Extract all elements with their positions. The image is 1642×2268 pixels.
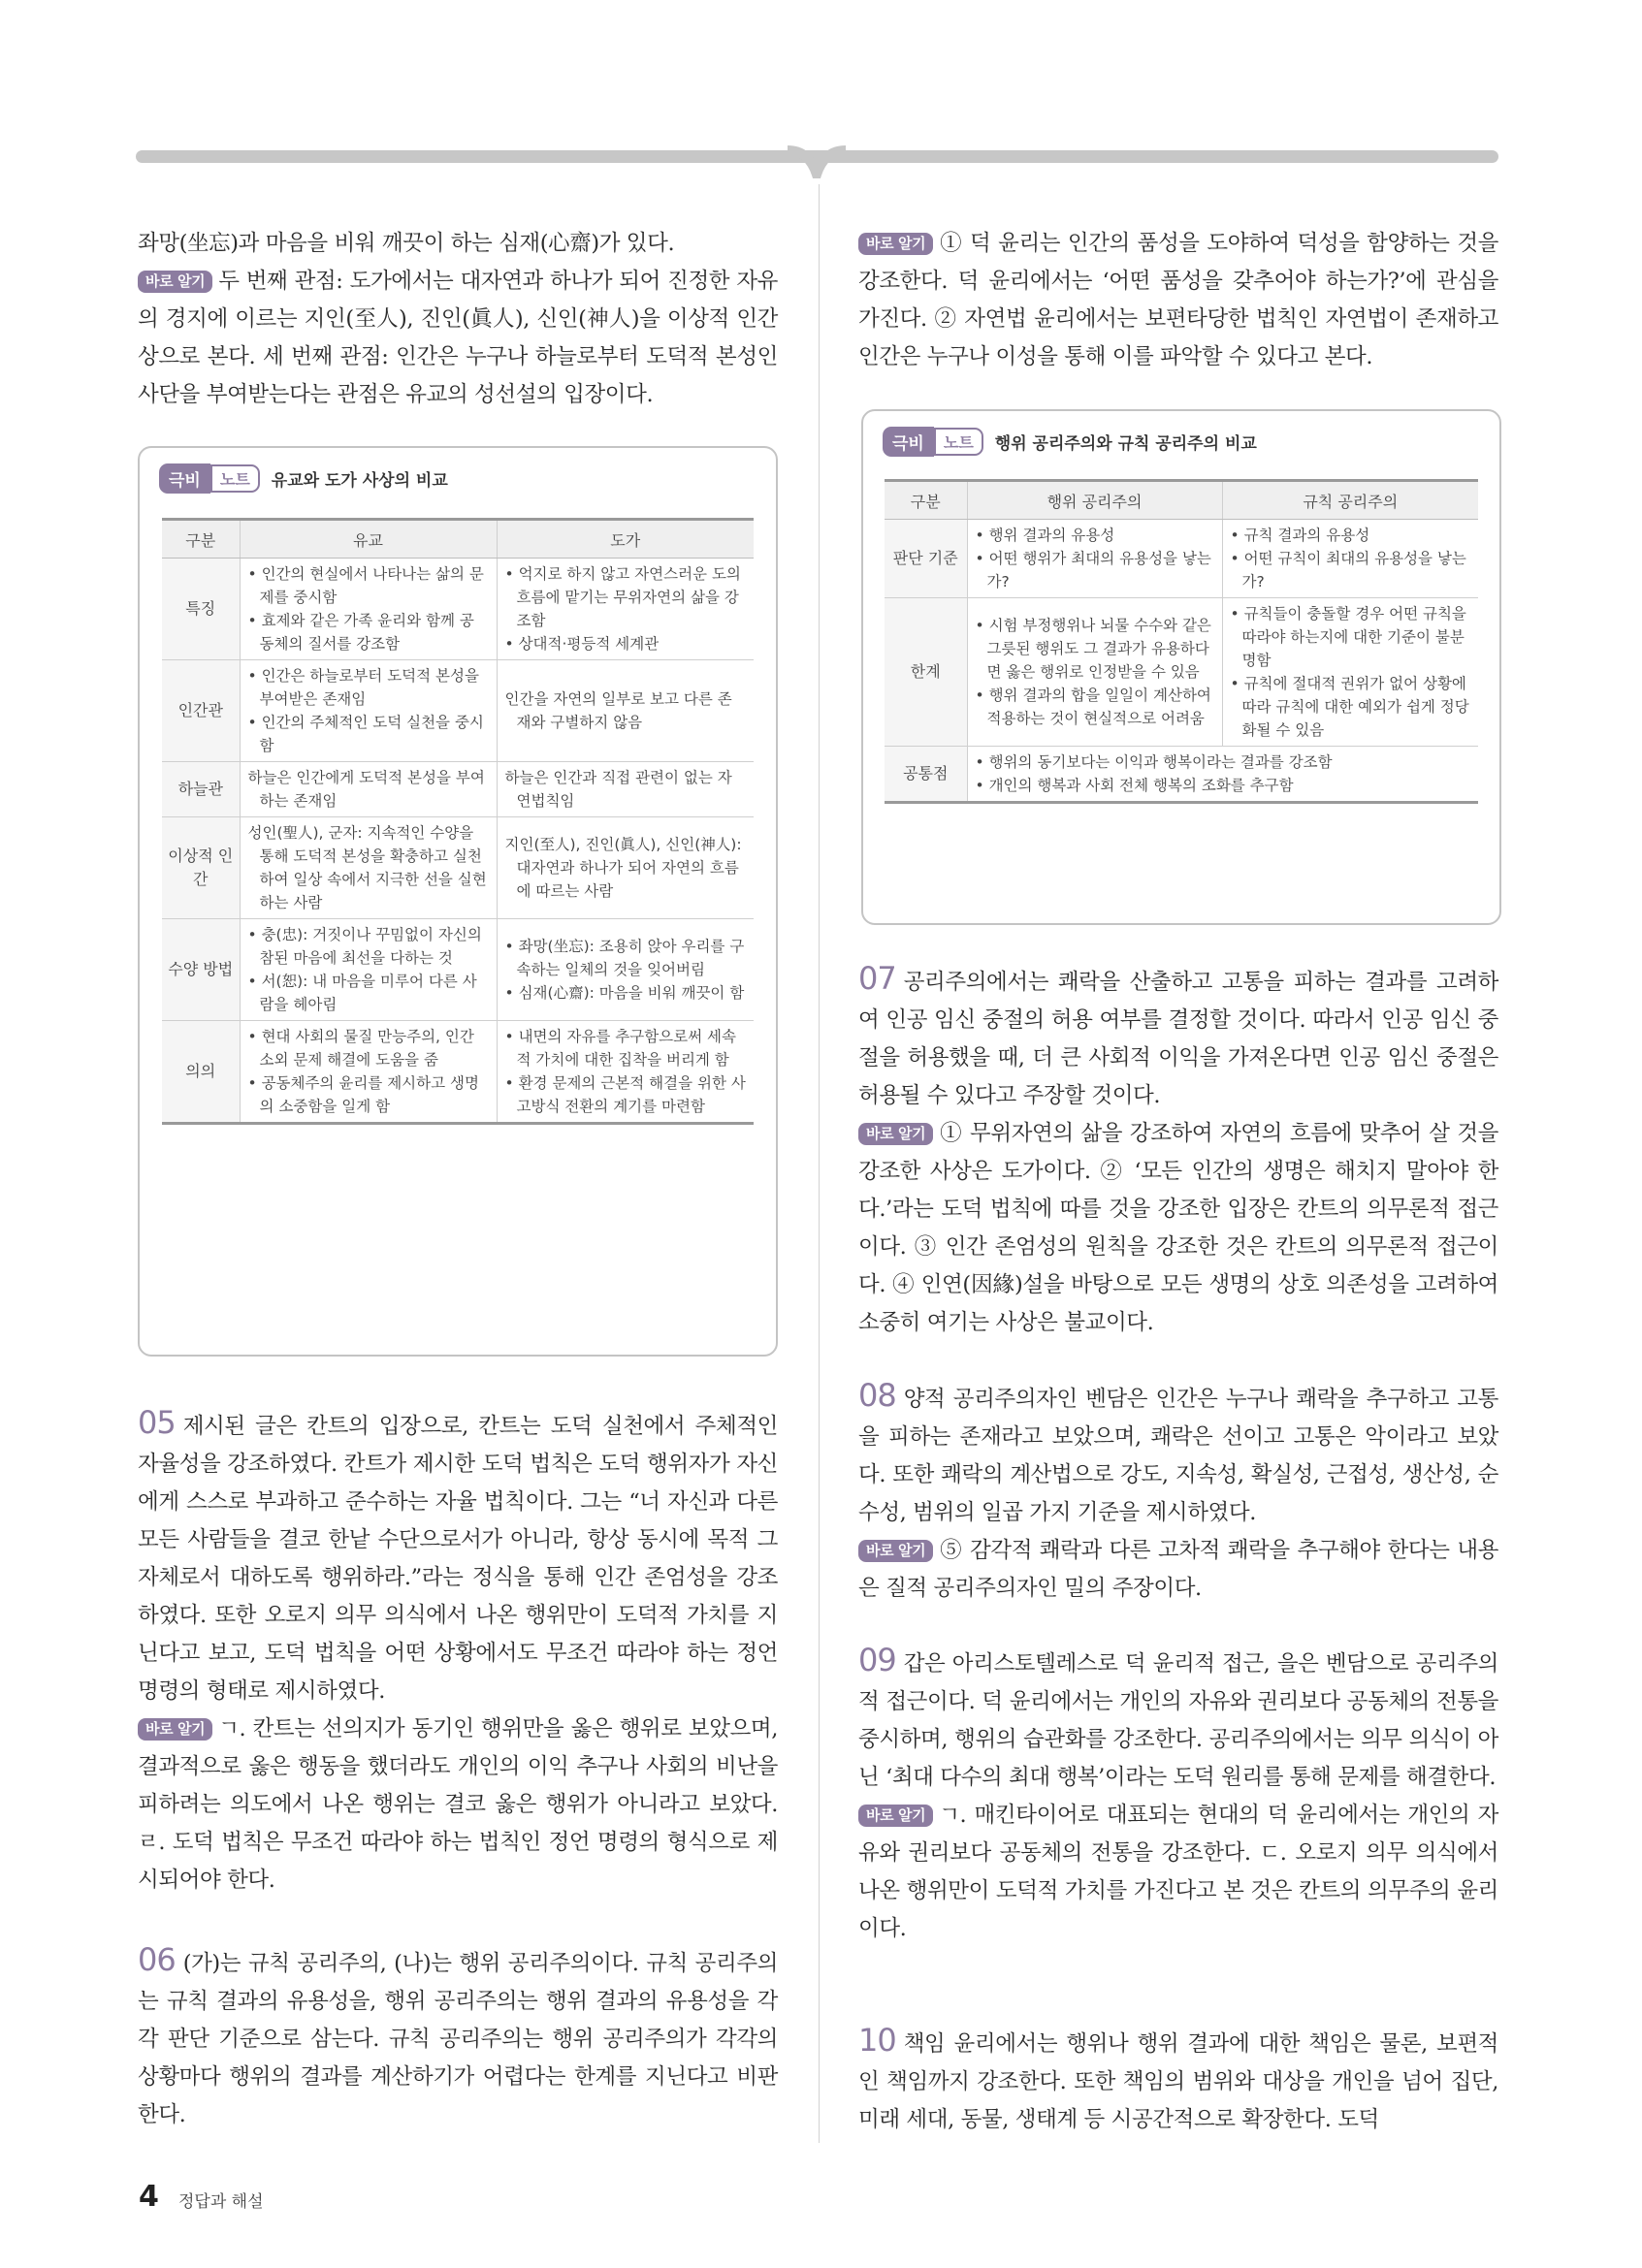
intro-line: 좌망(坐忘)과 마음을 비워 깨끗이 하는 심재(心齋)가 있다. xyxy=(138,231,675,256)
note-tag: 극비 xyxy=(159,463,210,494)
answer-badge: 바로 알기 xyxy=(138,1718,212,1741)
note-header xyxy=(159,463,448,494)
table-cell xyxy=(967,520,1222,598)
question-05 xyxy=(138,1404,778,1900)
cell-item: • 규칙에 절대적 권위가 없어 상황에 따라 규칙에 대한 예외가 쉽게 정당화될 수 있음 xyxy=(1230,675,1469,739)
question-text: 제시된 글은 칸트의 입장으로, 칸트는 도덕 실천에서 주체적인 자율성을 강조하였다. 칸트가 제시한 도덕 법칙은 도덕 행위자가 자신에게 스스로 부과하고 준수하는 자율 법칙이다. 그는 “너 자신과 다른 모든 사람들을 결코 한낱 수단으로서가 아니라, 항상 동시에 목적 그 자체로서 대하도록 행위하라.”라는 정식을 통해 인간 존엄성을 강조하였다. 또한 오로지 의무 의식에서 나온 행위만이 도덕적 가치를 지닌다고 보고, 도덕 법칙을 어떤 상황에서도 무조건 따라야 하는 정언 명령의 형태로 제시하였다. xyxy=(138,1414,778,1704)
note-tag-2: 노트 xyxy=(210,464,260,493)
row-label: 특징 xyxy=(162,559,240,660)
table-header: 유교 xyxy=(240,520,497,559)
comparison-table-2 xyxy=(885,479,1478,804)
note-title: 행위 공리주의와 규칙 공리주의 비교 xyxy=(994,434,1257,454)
row-label: 한계 xyxy=(885,598,967,747)
header-notch xyxy=(788,145,846,178)
table-row xyxy=(162,559,754,660)
answer-badge: 바로 알기 xyxy=(858,1123,933,1145)
question-08 xyxy=(858,1377,1498,1608)
note-box-utilitarianism xyxy=(861,409,1501,925)
table-cell xyxy=(497,660,754,762)
row-label: 하늘관 xyxy=(162,762,240,817)
row-label: 공통점 xyxy=(885,747,967,803)
question-text: 양적 공리주의자인 벤담은 인간은 누구나 쾌락을 추구하고 고통을 피하는 존재라고 보았으며, 쾌락은 선이고 고통은 악이라고 보았다. 또한 쾌락의 계산법으로 강도, 지속성, 확실성, 근접성, 생산성, 순수성, 범위의 일곱 가지 기준을 제시하였다. xyxy=(858,1387,1498,1525)
question-number: 08 xyxy=(858,1377,896,1414)
answer-text: ⑤ 감각적 쾌락과 다른 고차적 쾌락을 추구해야 한다는 내용은 질적 공리주의자인 밀의 주장이다. xyxy=(858,1538,1498,1601)
row-label: 인간관 xyxy=(162,660,240,762)
answer-text: ㄱ. 칸트는 선의지가 동기인 행위만을 옳은 행위로 보았으며, 결과적으로 옳은 행동을 했더라도 개인의 이익 추구나 사회의 비난을 피하려는 의도에서 나온 행위는 결코 옳은 행위가 아니라고 보았다. ㄹ. 도덕 법칙은 무조건 따라야 하는 법칙인 정언 명령의 형식으로 제시되어야 한다. xyxy=(138,1716,778,1893)
table-cell xyxy=(497,762,754,817)
question-number: 06 xyxy=(138,1941,176,1978)
note-title: 유교와 도가 사상의 비교 xyxy=(271,471,448,491)
comparison-table-1 xyxy=(162,518,754,1125)
cell-item: 하늘은 인간에게 도덕적 본성을 부여하는 존재임 xyxy=(247,769,485,810)
table-header: 도가 xyxy=(497,520,754,559)
table-cell xyxy=(240,660,497,762)
cell-item: • 행위의 동기보다는 이익과 행복이라는 결과를 강조함 xyxy=(975,753,1333,771)
cell-item: • 규칙들이 충돌할 경우 어떤 규칙을 따라야 하는지에 대한 기준이 불분명함 xyxy=(1230,605,1466,669)
table-header: 행위 공리주의 xyxy=(967,481,1222,520)
note-box-confucian-taoist xyxy=(138,446,778,1357)
cell-item: • 행위 결과의 합을 일일이 계산하여 적용하는 것이 현실적으로 어려움 xyxy=(975,687,1211,727)
right-column-top xyxy=(858,225,1498,376)
cell-item: • 억지로 하지 않고 자연스러운 도의 흐름에 맡기는 무위자연의 삶을 강조함 xyxy=(504,565,741,629)
cell-item: • 서(恕): 내 마음을 미루어 다른 사람을 헤아림 xyxy=(247,973,477,1013)
cell-item: • 현대 사회의 물질 만능주의, 인간 소외 문제 해결에 도움을 줌 xyxy=(247,1028,474,1069)
answer-badge: 바로 알기 xyxy=(858,1805,933,1827)
table-header: 규칙 공리주의 xyxy=(1222,481,1478,520)
table-cell xyxy=(1222,520,1478,598)
row-label: 수양 방법 xyxy=(162,919,240,1021)
table-row xyxy=(162,762,754,817)
table-cell xyxy=(240,762,497,817)
cell-item: • 행위 결과의 유용성 xyxy=(975,527,1115,544)
cell-item: • 충(忠): 거짓이나 꾸밈없이 자신의 참된 마음에 최선을 다하는 것 xyxy=(247,926,482,967)
cell-item: • 시험 부정행위나 뇌물 수수와 같은 그릇된 행위도 그 결과가 유용하다면 옳은 행위로 인정받을 수 있음 xyxy=(975,617,1211,681)
row-label: 의의 xyxy=(162,1021,240,1124)
table-cell xyxy=(240,919,497,1021)
table-cell xyxy=(240,559,497,660)
question-text: 공리주의에서는 쾌락을 산출하고 고통을 피하는 결과를 고려하여 인공 임신 중절의 허용 여부를 결정할 것이다. 따라서 인공 임신 중절을 허용했을 때, 더 큰 사회적 이익을 가져온다면 인공 임신 중절은 허용될 수 있다고 주장할 것이다. xyxy=(858,970,1498,1108)
cell-item: 인간을 자연의 일부로 보고 다른 존재와 구별하지 않음 xyxy=(504,690,732,731)
cell-item: • 환경 문제의 근본적 해결을 위한 사고방식 전환의 계기를 마련함 xyxy=(504,1074,746,1115)
cell-item: • 인간의 주체적인 도덕 실천을 중시함 xyxy=(247,714,484,754)
table-header: 구분 xyxy=(885,481,967,520)
question-text: (가)는 규칙 공리주의, (나)는 행위 공리주의이다. 규칙 공리주의는 규칙 결과의 유용성을, 행위 공리주의는 행위 결과의 유용성을 각각 판단 기준으로 삼는다. 규칙 공리주의는 행위 공리주의가 각각의 상황마다 행위의 결과를 계산하기가 어렵다는 한계를 지닌다고 비판한다. xyxy=(138,1951,778,2127)
table-row xyxy=(885,747,1478,803)
column-divider xyxy=(819,184,820,2143)
cell-item: • 인간은 하늘로부터 도덕적 본성을 부여받은 존재임 xyxy=(247,667,479,708)
question-text: 책임 윤리에서는 행위나 행위 결과에 대한 책임은 물론, 보편적인 책임까지 강조한다. 또한 책임의 범위와 대상을 개인을 넘어 집단, 미래 세대, 동물, 생태계 등 시공간적으로 확장한다. 도덕 xyxy=(858,2031,1498,2132)
table-row xyxy=(162,919,754,1021)
table-row xyxy=(885,598,1478,747)
cell-item: • 효제와 같은 가족 윤리와 함께 공동체의 질서를 강조함 xyxy=(247,612,474,653)
table-cell xyxy=(240,1021,497,1124)
intro-answer: 바로 알기 두 번째 관점: 도가에서는 대자연과 하나가 되어 진정한 자유의 경지에 이르는 지인(至人), 진인(眞人), 신인(神人)을 이상적 인간상으로 본다. 세 번째 관점: 인간은 누구나 하늘로부터 도덕적 본성인 사단을 부여받는다는 관점은 유교의 성선설의 입장이다. xyxy=(138,269,778,407)
left-column xyxy=(138,225,778,414)
table-cell xyxy=(497,919,754,1021)
answer-badge: 바로 알기 xyxy=(138,271,212,293)
answer-text: ㄱ. 매킨타이어로 대표되는 현대의 덕 윤리에서는 개인의 자유와 권리보다 공동체의 전통을 강조한다. ㄷ. 오로지 의무 의식에서 나온 행위만이 도덕적 가치를 가진다고 본 것은 칸트의 의무주의 윤리이다. xyxy=(858,1803,1498,1941)
table-cell xyxy=(497,559,754,660)
footer-label: 정답과 해설 xyxy=(178,2192,264,2212)
cell-item: • 개인의 행복과 사회 전체 행복의 조화를 추구함 xyxy=(975,777,1294,794)
answer-text: ① 무위자연의 삶을 강조하여 자연의 흐름에 맞추어 살 것을 강조한 사상은 도가이다. ② ‘모든 인간의 생명은 해치지 말아야 한다.’라는 도덕 법칙에 따를 것을 강조한 입장은 칸트의 의무론적 접근이다. ③ 인간 존엄성의 원칙을 강조한 것은 칸트의 의무론적 접근이다. ④ 인연(因緣)설을 바탕으로 모든 생명의 상호 의존성을 고려하여 소중히 여기는 사상은 불교이다. xyxy=(858,1121,1498,1335)
cell-item: 하늘은 인간과 직접 관련이 없는 자연법칙임 xyxy=(504,769,732,810)
question-number: 09 xyxy=(858,1642,896,1678)
cell-item: • 인간의 현실에서 나타나는 삶의 문제를 중시함 xyxy=(247,565,484,606)
answer-badge: 바로 알기 xyxy=(858,1540,933,1562)
cell-item: • 어떤 행위가 최대의 유용성을 낳는가? xyxy=(975,550,1211,591)
table-cell xyxy=(967,747,1478,803)
table-header: 구분 xyxy=(162,520,240,559)
question-10 xyxy=(858,2022,1498,2139)
cell-item: • 상대적·평등적 세계관 xyxy=(504,635,660,653)
note-header xyxy=(883,427,1257,457)
question-number: 10 xyxy=(858,2022,896,2059)
cell-item: • 좌망(坐忘): 조용히 앉아 우리를 구속하는 일체의 것을 잊어버림 xyxy=(504,938,745,978)
table-row xyxy=(885,520,1478,598)
cell-item: 성인(聖人), 군자: 지속적인 수양을 통해 도덕적 본성을 확충하고 실천하여 일상 속에서 지극한 선을 실현하는 사람 xyxy=(247,824,487,911)
question-number: 07 xyxy=(858,960,896,997)
note-tag: 극비 xyxy=(883,427,934,457)
cell-item: • 어떤 규칙이 최대의 유용성을 낳는가? xyxy=(1230,550,1466,591)
cell-item: • 심재(心齋): 마음을 비워 깨끗이 함 xyxy=(504,984,745,1002)
page-number: 4 xyxy=(139,2180,159,2214)
row-label: 판단 기준 xyxy=(885,520,967,598)
note-tag-2: 노트 xyxy=(934,428,983,456)
table-cell xyxy=(497,817,754,919)
row-label: 이상적 인간 xyxy=(162,817,240,919)
table-row xyxy=(162,1021,754,1124)
question-07 xyxy=(858,960,1498,1342)
table-cell xyxy=(497,1021,754,1124)
cell-item: • 내면의 자유를 추구함으로써 세속적 가치에 대한 집착을 버리게 함 xyxy=(504,1028,736,1069)
table-cell xyxy=(1222,598,1478,747)
table-cell xyxy=(240,817,497,919)
table-row xyxy=(162,660,754,762)
cell-item: • 규칙 결과의 유용성 xyxy=(1230,527,1370,544)
table-cell xyxy=(967,598,1222,747)
question-text: 갑은 아리스토텔레스로 덕 윤리적 접근, 을은 벤담으로 공리주의적 접근이다. 덕 윤리에서는 개인의 자유와 권리보다 공동체의 전통을 중시하며, 행위의 습관화를 강조한다. 공리주의에서는 의무 의식이 아닌 ‘최대 다수의 최대 행복’이라는 도덕 원리를 통해 문제를 해결한다. xyxy=(858,1651,1498,1790)
question-09 xyxy=(858,1642,1498,1948)
answer-text: ① 덕 윤리는 인간의 품성을 도야하여 덕성을 함양하는 것을 강조한다. 덕 윤리에서는 ‘어떤 품성을 갖추어야 하는가?’에 관심을 가진다. ② 자연법 윤리에서는 보편타당한 법칙인 자연법이 존재하고 인간은 누구나 이성을 통해 이를 파악할 수 있다고 본다. xyxy=(858,231,1498,369)
cell-item: • 공동체주의 윤리를 제시하고 생명의 소중함을 일게 함 xyxy=(247,1074,479,1115)
table-row xyxy=(162,817,754,919)
cell-item: 지인(至人), 진인(眞人), 신인(神人): 대자연과 하나가 되어 자연의 흐름에 따르는 사람 xyxy=(504,836,742,900)
question-06 xyxy=(138,1941,778,2134)
answer-badge: 바로 알기 xyxy=(858,233,933,255)
question-number: 05 xyxy=(138,1404,176,1441)
